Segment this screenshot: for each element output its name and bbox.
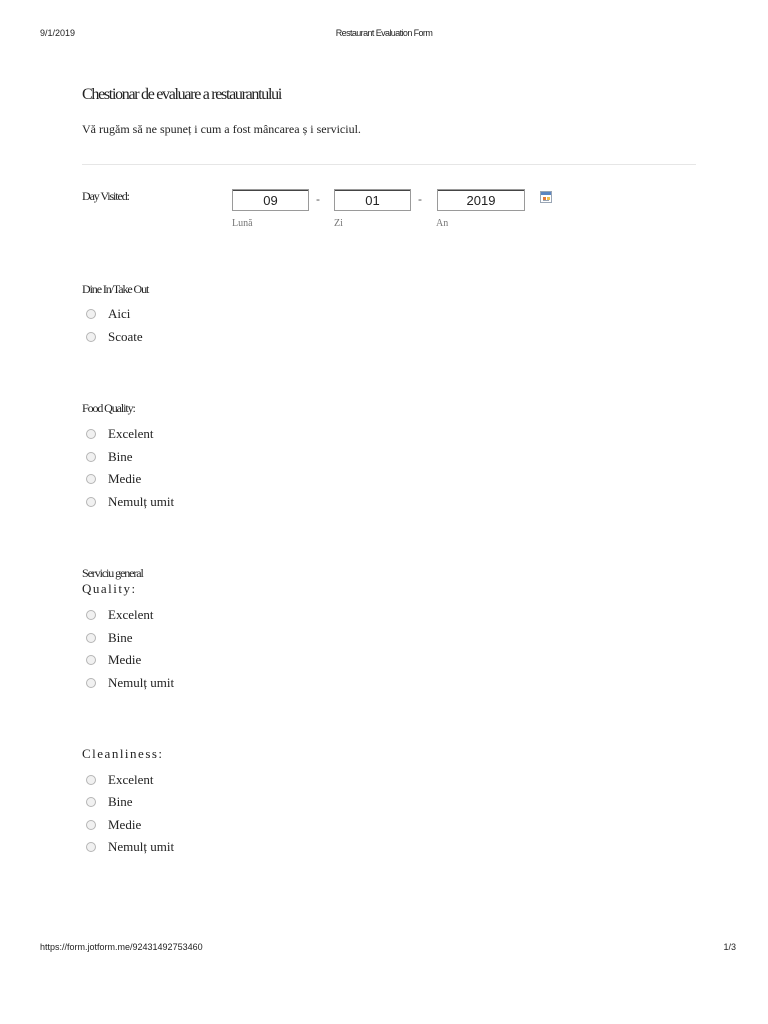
radio-button[interactable]	[86, 452, 96, 462]
day-input[interactable]: 01	[334, 189, 411, 211]
date-separator: -	[418, 192, 422, 206]
radio-button[interactable]	[86, 309, 96, 319]
radio-option[interactable]	[86, 471, 141, 487]
option-label: Nemulț umit	[108, 675, 175, 690]
form-heading: Chestionar de evaluare a restaurantului	[82, 86, 281, 103]
radio-option[interactable]	[86, 839, 174, 855]
food-quality-label: Food Quality:	[82, 401, 135, 415]
year-sublabel: An	[436, 218, 449, 229]
day-visited-label: Day Visited:	[82, 189, 129, 203]
radio-button[interactable]	[86, 775, 96, 785]
radio-option[interactable]	[86, 652, 141, 668]
radio-option[interactable]	[86, 607, 153, 623]
radio-button[interactable]	[86, 429, 96, 439]
radio-button[interactable]	[86, 678, 96, 688]
radio-option[interactable]	[86, 329, 143, 345]
print-title: Restaurant Evaluation Form	[335, 28, 433, 38]
option-label: Medie	[108, 652, 142, 667]
radio-button[interactable]	[86, 633, 96, 643]
option-label: Nemulț umit	[108, 494, 175, 509]
radio-option[interactable]	[86, 772, 153, 788]
option-label: Nemulț umit	[108, 839, 175, 854]
option-label: Aici	[108, 306, 131, 321]
print-url: https://form.jotform.me/92431492753460	[40, 942, 203, 952]
option-label: Excelent	[108, 607, 154, 622]
radio-option[interactable]	[86, 675, 174, 691]
form-subheading: Vă rugăm să ne spuneț i cum a fost mâncarea ș i serviciul.	[82, 122, 361, 136]
radio-option[interactable]	[86, 794, 133, 810]
radio-option[interactable]	[86, 449, 133, 465]
option-label: Excelent	[108, 772, 154, 787]
option-label: Medie	[108, 471, 142, 486]
option-label: Bine	[108, 794, 133, 809]
month-input[interactable]: 09	[232, 189, 309, 211]
calendar-icon[interactable]	[540, 191, 552, 203]
option-label: Scoate	[108, 329, 143, 344]
print-date: 9/1/2019	[40, 28, 76, 38]
service-quality-label-line2: Quality:	[82, 581, 137, 596]
divider	[82, 164, 696, 165]
option-label: Medie	[108, 817, 142, 832]
cleanliness-label: Cleanliness:	[82, 746, 164, 761]
option-label: Bine	[108, 449, 133, 464]
radio-button[interactable]	[86, 332, 96, 342]
radio-option[interactable]	[86, 306, 130, 322]
radio-option[interactable]	[86, 630, 133, 646]
radio-button[interactable]	[86, 820, 96, 830]
print-page-number: 1/3	[723, 942, 736, 952]
option-label: Excelent	[108, 426, 154, 441]
radio-button[interactable]	[86, 474, 96, 484]
option-label: Bine	[108, 630, 133, 645]
day-sublabel: Zi	[334, 218, 343, 229]
radio-button[interactable]	[86, 655, 96, 665]
radio-option[interactable]	[86, 817, 141, 833]
service-quality-label: Serviciu general	[82, 566, 143, 580]
month-sublabel: Lună	[232, 218, 253, 229]
year-input[interactable]: 2019	[437, 189, 525, 211]
radio-button[interactable]	[86, 610, 96, 620]
radio-button[interactable]	[86, 797, 96, 807]
radio-button[interactable]	[86, 497, 96, 507]
radio-button[interactable]	[86, 842, 96, 852]
radio-option[interactable]	[86, 426, 153, 442]
dine-in-label: Dine In/Take Out	[82, 282, 149, 296]
radio-option[interactable]	[86, 494, 174, 510]
date-separator: -	[316, 192, 320, 206]
